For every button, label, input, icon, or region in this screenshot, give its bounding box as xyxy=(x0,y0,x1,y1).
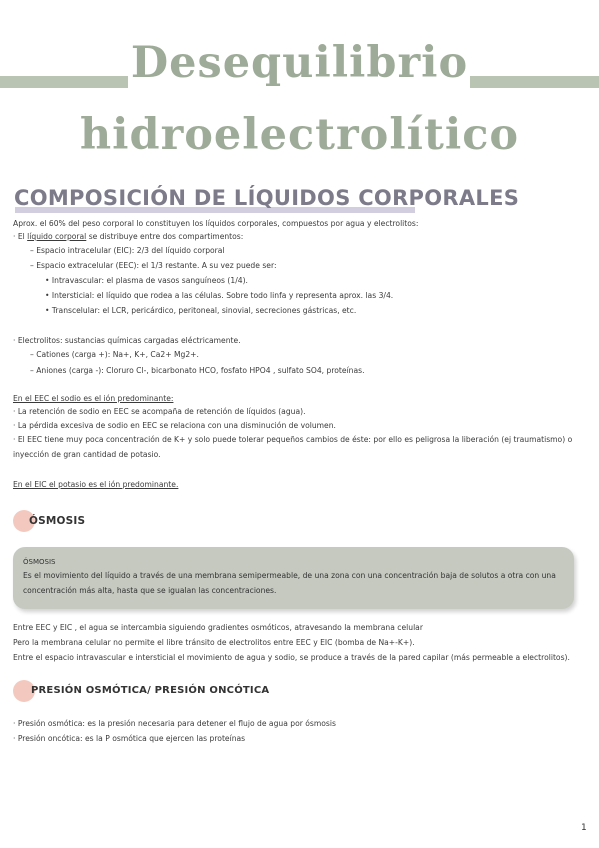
intro-text: Aprox. el 60% del peso corporal lo constituyen los líquidos corporales, compuestos por agua y electrolitos: xyxy=(13,219,419,228)
osmosis-paragraph-2: Pero la membrana celular no permite el libre tránsito de electrolitos entre EEC y EIC (bomba de Na+-K+). xyxy=(13,638,415,647)
page-number: 1 xyxy=(581,823,587,833)
intravascular-item: • Intravascular: el plasma de vasos sanguíneos (1/4). xyxy=(45,276,248,285)
sodio-point-3a: · El EEC tiene muy poca concentración de K+ y solo puede tolerar pequeños cambios de éste: por ello es peligrosa la liberación (ej traumatismo) o xyxy=(13,435,573,444)
liquid-corporal-term: líquido corporal xyxy=(27,232,87,241)
title-line-1: Desequilibrio xyxy=(130,38,469,88)
osmosis-heading: ÓSMOSIS xyxy=(29,515,86,527)
presion-heading: PRESIÓN OSMÓTICA/ PRESIÓN ONCÓTICA xyxy=(31,685,270,696)
presion-item-oncotica: · Presión oncótica: es la P osmótica que ejercen las proteínas xyxy=(13,734,246,743)
sodio-heading: En el EEC el sodio es el ión predominante: xyxy=(13,394,174,403)
presion-item-osmotica: · Presión osmótica: es la presión necesaria para detener el flujo de agua por ósmosis xyxy=(13,719,336,728)
osmosis-box-line-2: concentración más alta, hasta que se igualan las concentraciones. xyxy=(23,586,277,595)
liquid-corporal-rest: se distribuye entre dos compartimentos: xyxy=(86,232,244,241)
title-line-2: hidroelectrolítico xyxy=(79,110,520,160)
transcelular-item: • Transcelular: el LCR, pericárdico, peritoneal, sinovial, secreciones gástricas, etc. xyxy=(45,306,357,315)
cationes-item: – Cationes (carga +): Na+, K+, Ca2+ Mg2+. xyxy=(30,350,199,359)
osmosis-box-title: ÓSMOSIS xyxy=(23,558,56,566)
sodio-point-2: · La pérdida excesiva de sodio en EEC se relaciona con una disminución de volumen. xyxy=(13,421,336,430)
osmosis-definition-box xyxy=(13,547,574,609)
potasio-line: En el EIC el potasio es el ión predominante. xyxy=(13,480,179,489)
bullet-prefix: · El xyxy=(13,232,28,241)
liquid-corporal-line xyxy=(13,232,243,242)
section-heading: COMPOSICIÓN DE LÍQUIDOS CORPORALES xyxy=(14,186,520,210)
sodio-point-1: · La retención de sodio en EEC se acompaña de retención de líquidos (agua). xyxy=(13,407,306,416)
sodio-point-3b: inyección de gran cantidad de potasio. xyxy=(13,450,161,459)
electrolitos-item: · Electrolitos: sustancias químicas cargadas eléctricamente. xyxy=(13,336,241,345)
osmosis-paragraph-3: Entre el espacio intravascular e intersticial el movimiento de agua y sodio, se produce a través de la pared capilar (más permeable a electrolitos). xyxy=(13,653,570,662)
intersticial-item: • Intersticial: el líquido que rodea a las células. Sobre todo linfa y representa aprox. las 3/4. xyxy=(45,291,394,300)
eic-item: – Espacio intracelular (EIC): 2/3 del líquido corporal xyxy=(30,246,225,255)
aniones-item: – Aniones (carga -): Cloruro Cl-, bicarbonato HCO, fosfato HPO4 , sulfato SO4, proteínas. xyxy=(30,366,365,375)
osmosis-box-line-1: Es el movimiento del líquido a través de una membrana semipermeable, de una zona con una concentración baja de solutos a otra con una xyxy=(23,571,556,580)
osmosis-paragraph-1: Entre EEC y EIC , el agua se intercambia siguiendo gradientes osmóticos, atravesando la membrana celular xyxy=(13,623,423,632)
eec-item: – Espacio extracelular (EEC): el 1/3 restante. A su vez puede ser: xyxy=(30,261,277,270)
